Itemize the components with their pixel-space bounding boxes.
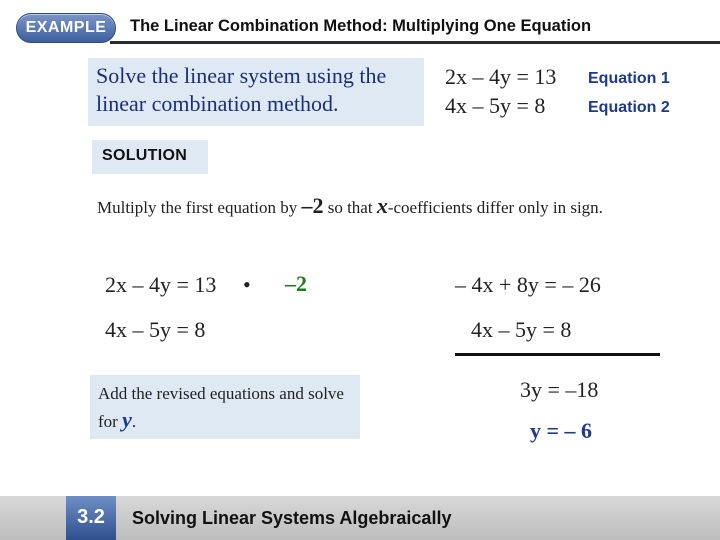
revised-equation-2: 4x – 5y = 8 [471,317,572,342]
instruction-part3: -coefficients differ only in sign. [387,198,603,217]
note-part2: . [131,412,137,431]
header-rule [110,41,720,44]
section-number: 3.2 [77,506,105,528]
equation-1: 2x – 4y = 13 [445,64,557,89]
page-title: The Linear Combination Method: Multiplying One Equation [130,17,592,35]
original-equation-2: 4x – 5y = 8 [105,317,206,342]
instruction-factor: –2 [301,193,324,218]
equation-1-label: Equation 1 [588,70,670,87]
note-variable: y [122,407,132,432]
sum-rule [455,353,660,356]
instruction-text [97,193,677,220]
equation-2: 4x – 5y = 8 [445,93,546,118]
equation-2-label: Equation 2 [588,99,670,116]
instruction-part1: Multiply the first equation by [97,198,302,217]
note-text [98,381,358,435]
problem-text: Solve the linear system using the linear combination method. [96,63,387,116]
solution-heading: SOLUTION [102,147,188,164]
note-part1: Add the revised equations and solve for [98,384,344,431]
section-title: Solving Linear Systems Algebraically [132,508,452,528]
instruction-part2: so that [323,198,377,217]
example-badge [16,13,116,43]
original-equation-1: 2x – 4y = 13 [105,272,217,297]
revised-equation-1: – 4x + 8y = – 26 [455,272,601,297]
instruction-variable: x [376,193,388,218]
example-badge-label: EXAMPLE [25,19,107,36]
sum-equation: 3y = –18 [520,377,599,402]
multiply-symbol: • [243,272,251,297]
multiplier: –2 [285,271,307,296]
answer-equation: y = – 6 [530,418,593,443]
